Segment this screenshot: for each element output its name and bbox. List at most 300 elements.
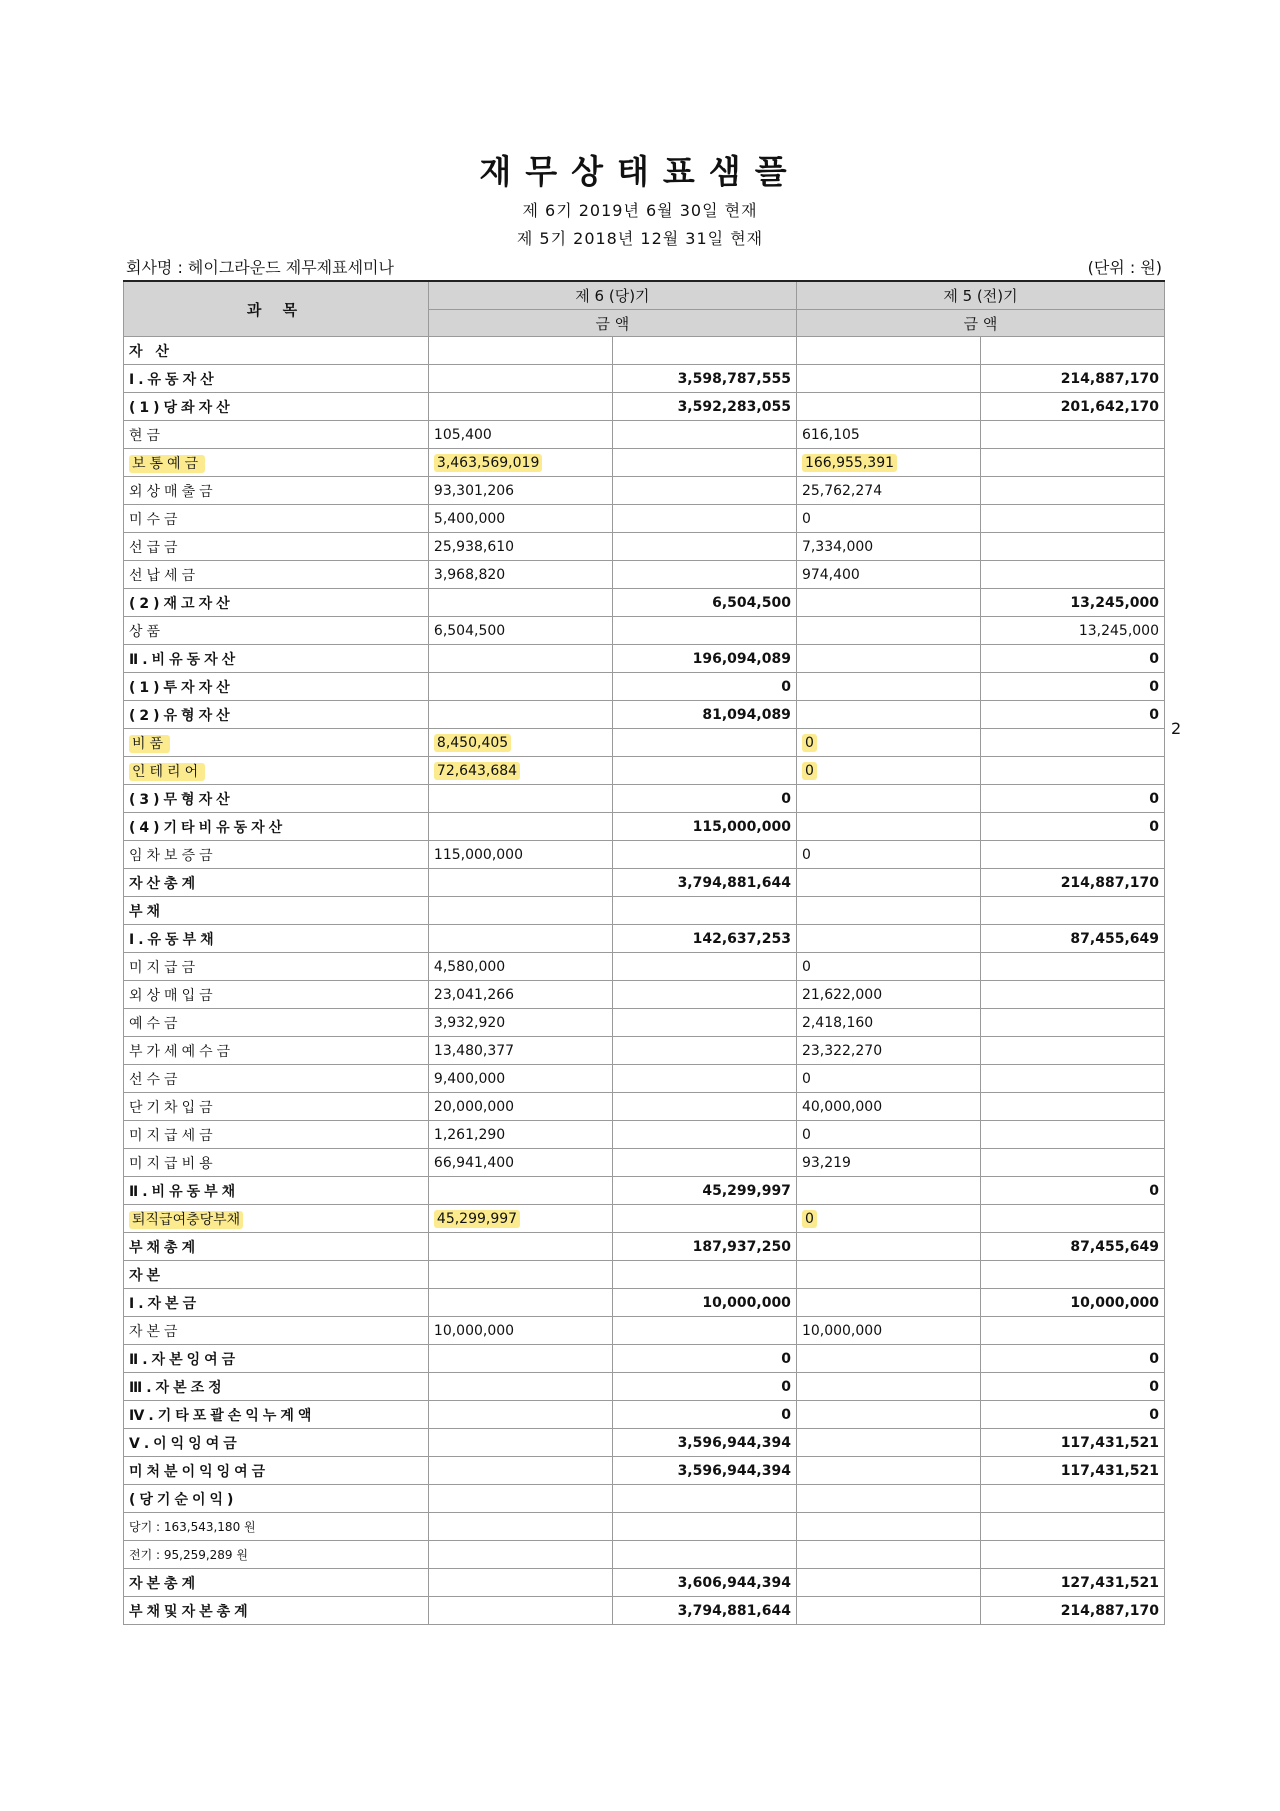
prior-detail-amount xyxy=(796,1457,980,1485)
current-detail-amount xyxy=(428,925,612,953)
account-label: 전기 : 95,259,289 원 xyxy=(124,1541,429,1569)
table-row xyxy=(124,589,1165,617)
prior-detail-amount xyxy=(796,1261,980,1289)
prior-detail-amount: 7,334,000 xyxy=(796,533,980,561)
account-label: 미지급비용 xyxy=(124,1149,429,1177)
prior-total-amount: 117,431,521 xyxy=(980,1429,1164,1457)
page-marker: 2 xyxy=(1171,719,1182,738)
prior-total-amount xyxy=(980,337,1164,365)
prior-detail-amount xyxy=(796,449,980,477)
prior-detail-amount: 0 xyxy=(796,953,980,981)
prior-detail-amount: 23,322,270 xyxy=(796,1037,980,1065)
prior-total-amount: 127,431,521 xyxy=(980,1569,1164,1597)
current-detail-amount xyxy=(428,1177,612,1205)
account-label: 부채총계 xyxy=(124,1233,429,1261)
current-total-amount xyxy=(612,1541,796,1569)
highlighted-value: 166,955,391 xyxy=(802,454,897,472)
current-total-amount: 3,592,283,055 xyxy=(612,393,796,421)
prior-total-amount: 87,455,649 xyxy=(980,925,1164,953)
current-total-amount: 3,794,881,644 xyxy=(612,869,796,897)
current-detail-amount xyxy=(428,1345,612,1373)
document-title: 재무상태표샘플 xyxy=(479,152,801,191)
table-row xyxy=(124,393,1165,421)
current-detail-amount xyxy=(428,1569,612,1597)
current-total-amount xyxy=(612,1093,796,1121)
prior-total-amount xyxy=(980,1037,1164,1065)
current-total-amount xyxy=(612,981,796,1009)
account-label: 임차보증금 xyxy=(124,841,429,869)
table-row xyxy=(124,729,1165,757)
current-total-amount: 3,794,881,644 xyxy=(612,1597,796,1625)
prior-detail-amount xyxy=(796,701,980,729)
current-total-amount xyxy=(612,729,796,757)
account-label: 미처분이익잉여금 xyxy=(124,1457,429,1485)
current-detail-amount: 3,932,920 xyxy=(428,1009,612,1037)
prior-detail-amount xyxy=(796,1373,980,1401)
prior-detail-amount xyxy=(796,1597,980,1625)
prior-detail-amount xyxy=(796,785,980,813)
table-row xyxy=(124,421,1165,449)
prior-total-amount: 0 xyxy=(980,1345,1164,1373)
current-detail-amount xyxy=(428,449,612,477)
current-total-amount: 3,596,944,394 xyxy=(612,1457,796,1485)
prior-detail-amount: 2,418,160 xyxy=(796,1009,980,1037)
highlighted-value: 45,299,997 xyxy=(434,1210,520,1228)
header-prior-period: 제 5 (전)기 xyxy=(796,281,1164,310)
current-total-amount: 10,000,000 xyxy=(612,1289,796,1317)
table-row xyxy=(124,1093,1165,1121)
account-label: Ⅰ.유동부채 xyxy=(124,925,429,953)
table-row xyxy=(124,449,1165,477)
prior-detail-amount xyxy=(796,617,980,645)
prior-total-amount xyxy=(980,1317,1164,1345)
current-total-amount: 3,596,944,394 xyxy=(612,1429,796,1457)
current-total-amount xyxy=(612,841,796,869)
prior-total-amount: 0 xyxy=(980,785,1164,813)
current-detail-amount xyxy=(428,729,612,757)
account-label: 부채 xyxy=(124,897,429,925)
current-total-amount xyxy=(612,897,796,925)
current-total-amount xyxy=(612,953,796,981)
current-detail-amount xyxy=(428,1233,612,1261)
current-detail-amount: 5,400,000 xyxy=(428,505,612,533)
highlighted-value: 퇴직급여충당부채 xyxy=(129,1211,243,1229)
highlighted-value: 8,450,405 xyxy=(434,734,511,752)
prior-detail-amount xyxy=(796,925,980,953)
prior-total-amount: 87,455,649 xyxy=(980,1233,1164,1261)
current-detail-amount: 10,000,000 xyxy=(428,1317,612,1345)
table-row xyxy=(124,925,1165,953)
current-detail-amount: 3,968,820 xyxy=(428,561,612,589)
prior-total-amount: 117,431,521 xyxy=(980,1457,1164,1485)
account-label xyxy=(124,449,429,477)
prior-detail-amount xyxy=(796,729,980,757)
current-total-amount: 196,094,089 xyxy=(612,645,796,673)
account-label: Ⅱ.비유동자산 xyxy=(124,645,429,673)
prior-total-amount: 214,887,170 xyxy=(980,365,1164,393)
account-label: 외상매출금 xyxy=(124,477,429,505)
account-label: (2)재고자산 xyxy=(124,589,429,617)
account-label: 미수금 xyxy=(124,505,429,533)
current-total-amount xyxy=(612,477,796,505)
table-row xyxy=(124,1065,1165,1093)
current-total-amount xyxy=(612,1009,796,1037)
account-label: Ⅲ.자본조정 xyxy=(124,1373,429,1401)
table-row xyxy=(124,1569,1165,1597)
table-row xyxy=(124,897,1165,925)
company-name: 회사명 : 헤이그라운드 제무제표세미나 xyxy=(126,258,394,277)
prior-total-amount xyxy=(980,729,1164,757)
table-row xyxy=(124,617,1165,645)
prior-total-amount: 0 xyxy=(980,1401,1164,1429)
current-total-amount: 187,937,250 xyxy=(612,1233,796,1261)
current-total-amount xyxy=(612,617,796,645)
prior-detail-amount: 0 xyxy=(796,505,980,533)
prior-total-amount: 0 xyxy=(980,645,1164,673)
table-row xyxy=(124,1205,1165,1233)
account-label: Ⅴ.이익잉여금 xyxy=(124,1429,429,1457)
prior-total-amount: 0 xyxy=(980,673,1164,701)
current-total-amount: 0 xyxy=(612,785,796,813)
prior-detail-amount xyxy=(796,869,980,897)
account-label xyxy=(124,1205,429,1233)
table-row xyxy=(124,813,1165,841)
table-row xyxy=(124,505,1165,533)
prior-detail-amount: 93,219 xyxy=(796,1149,980,1177)
prior-detail-amount xyxy=(796,897,980,925)
current-total-amount xyxy=(612,505,796,533)
highlighted-value: 0 xyxy=(802,1210,817,1228)
prior-detail-amount xyxy=(796,1177,980,1205)
table-row xyxy=(124,1317,1165,1345)
period-current: 제 6기 2019년 6월 30일 현재 xyxy=(522,201,758,220)
account-label: (2)유형자산 xyxy=(124,701,429,729)
prior-detail-amount xyxy=(796,1289,980,1317)
current-detail-amount: 93,301,206 xyxy=(428,477,612,505)
prior-detail-amount: 40,000,000 xyxy=(796,1093,980,1121)
current-total-amount xyxy=(612,1065,796,1093)
account-label: 부가세예수금 xyxy=(124,1037,429,1065)
current-detail-amount xyxy=(428,701,612,729)
header-prior-amount: 금 액 xyxy=(796,310,1164,337)
account-label: 상품 xyxy=(124,617,429,645)
current-detail-amount xyxy=(428,1401,612,1429)
account-label: 미지급금 xyxy=(124,953,429,981)
prior-total-amount xyxy=(980,1009,1164,1037)
current-detail-amount: 9,400,000 xyxy=(428,1065,612,1093)
table-row xyxy=(124,981,1165,1009)
header-current-amount: 금 액 xyxy=(428,310,796,337)
prior-detail-amount xyxy=(796,813,980,841)
prior-total-amount xyxy=(980,505,1164,533)
account-label: 선납세금 xyxy=(124,561,429,589)
table-row xyxy=(124,1513,1165,1541)
header-current-period: 제 6 (당)기 xyxy=(428,281,796,310)
current-detail-amount xyxy=(428,337,612,365)
current-total-amount xyxy=(612,1261,796,1289)
prior-detail-amount xyxy=(796,645,980,673)
current-detail-amount xyxy=(428,1513,612,1541)
prior-total-amount xyxy=(980,533,1164,561)
account-label: Ⅳ.기타포괄손익누계액 xyxy=(124,1401,429,1429)
current-total-amount xyxy=(612,1121,796,1149)
account-label: Ⅱ.비유동부채 xyxy=(124,1177,429,1205)
prior-total-amount: 214,887,170 xyxy=(980,1597,1164,1625)
prior-detail-amount xyxy=(796,393,980,421)
account-label: 미지급세금 xyxy=(124,1121,429,1149)
table-row xyxy=(124,1009,1165,1037)
prior-total-amount xyxy=(980,561,1164,589)
table-row xyxy=(124,1121,1165,1149)
prior-total-amount xyxy=(980,841,1164,869)
account-label: (1)투자자산 xyxy=(124,673,429,701)
prior-total-amount xyxy=(980,757,1164,785)
account-label xyxy=(124,757,429,785)
prior-total-amount xyxy=(980,1093,1164,1121)
highlighted-value: 비품 xyxy=(129,735,170,753)
prior-detail-amount xyxy=(796,1485,980,1513)
prior-total-amount: 0 xyxy=(980,701,1164,729)
prior-total-amount xyxy=(980,1121,1164,1149)
table-row xyxy=(124,1261,1165,1289)
table-row xyxy=(124,561,1165,589)
current-detail-amount xyxy=(428,1485,612,1513)
prior-detail-amount xyxy=(796,337,980,365)
current-total-amount: 3,606,944,394 xyxy=(612,1569,796,1597)
account-label: (4)기타비유동자산 xyxy=(124,813,429,841)
prior-detail-amount: 10,000,000 xyxy=(796,1317,980,1345)
prior-detail-amount xyxy=(796,1401,980,1429)
table-row xyxy=(124,1597,1165,1625)
prior-detail-amount xyxy=(796,1429,980,1457)
highlighted-value: 0 xyxy=(802,762,817,780)
current-detail-amount xyxy=(428,673,612,701)
table-row xyxy=(124,1401,1165,1429)
current-detail-amount: 23,041,266 xyxy=(428,981,612,1009)
account-label: Ⅱ.자본잉여금 xyxy=(124,1345,429,1373)
table-row xyxy=(124,645,1165,673)
current-total-amount: 0 xyxy=(612,1373,796,1401)
account-label: (1)당좌자산 xyxy=(124,393,429,421)
account-label: 자산총계 xyxy=(124,869,429,897)
prior-detail-amount xyxy=(796,1569,980,1597)
prior-detail-amount: 0 xyxy=(796,841,980,869)
table-row xyxy=(124,953,1165,981)
table-row xyxy=(124,1177,1165,1205)
current-detail-amount: 1,261,290 xyxy=(428,1121,612,1149)
prior-detail-amount xyxy=(796,1513,980,1541)
prior-detail-amount: 0 xyxy=(796,1121,980,1149)
highlighted-value: 3,463,569,019 xyxy=(434,454,542,472)
account-label: 선급금 xyxy=(124,533,429,561)
prior-total-amount xyxy=(980,477,1164,505)
unit-label: (단위 : 원) xyxy=(1087,258,1162,277)
prior-total-amount: 10,000,000 xyxy=(980,1289,1164,1317)
current-total-amount xyxy=(612,533,796,561)
current-detail-amount xyxy=(428,1457,612,1485)
current-detail-amount xyxy=(428,1261,612,1289)
current-total-amount xyxy=(612,1485,796,1513)
current-total-amount: 142,637,253 xyxy=(612,925,796,953)
highlighted-value: 인테리어 xyxy=(129,763,205,781)
current-detail-amount xyxy=(428,869,612,897)
current-detail-amount xyxy=(428,785,612,813)
prior-total-amount: 13,245,000 xyxy=(980,617,1164,645)
prior-total-amount xyxy=(980,953,1164,981)
prior-total-amount xyxy=(980,981,1164,1009)
current-total-amount: 0 xyxy=(612,1401,796,1429)
account-label: (3)무형자산 xyxy=(124,785,429,813)
highlighted-value: 72,643,684 xyxy=(434,762,520,780)
current-detail-amount xyxy=(428,1597,612,1625)
current-total-amount xyxy=(612,449,796,477)
prior-total-amount: 13,245,000 xyxy=(980,589,1164,617)
current-detail-amount: 4,580,000 xyxy=(428,953,612,981)
header-subject: 과 목 xyxy=(124,281,429,337)
prior-detail-amount: 616,105 xyxy=(796,421,980,449)
current-total-amount: 115,000,000 xyxy=(612,813,796,841)
current-total-amount xyxy=(612,337,796,365)
current-detail-amount: 25,938,610 xyxy=(428,533,612,561)
prior-detail-amount: 21,622,000 xyxy=(796,981,980,1009)
current-detail-amount xyxy=(428,1205,612,1233)
current-detail-amount xyxy=(428,589,612,617)
table-row xyxy=(124,1345,1165,1373)
table-row xyxy=(124,841,1165,869)
current-total-amount xyxy=(612,757,796,785)
table-row xyxy=(124,757,1165,785)
table-row xyxy=(124,785,1165,813)
table-row xyxy=(124,1373,1165,1401)
account-label: 자본총계 xyxy=(124,1569,429,1597)
account-label: 예수금 xyxy=(124,1009,429,1037)
account-label: 부채및자본총계 xyxy=(124,1597,429,1625)
prior-detail-amount: 0 xyxy=(796,1065,980,1093)
table-row xyxy=(124,1233,1165,1261)
prior-total-amount xyxy=(980,1149,1164,1177)
current-total-amount xyxy=(612,1317,796,1345)
current-total-amount xyxy=(612,1149,796,1177)
prior-total-amount xyxy=(980,1513,1164,1541)
prior-total-amount xyxy=(980,1205,1164,1233)
table-row xyxy=(124,673,1165,701)
account-label xyxy=(124,729,429,757)
balance-sheet-body xyxy=(124,337,1165,1625)
current-total-amount: 81,094,089 xyxy=(612,701,796,729)
account-label: (당기순이익) xyxy=(124,1485,429,1513)
current-total-amount xyxy=(612,1513,796,1541)
account-label: 외상매입금 xyxy=(124,981,429,1009)
prior-total-amount: 0 xyxy=(980,813,1164,841)
prior-detail-amount xyxy=(796,365,980,393)
table-row xyxy=(124,701,1165,729)
table-row xyxy=(124,1149,1165,1177)
prior-detail-amount xyxy=(796,1541,980,1569)
table-row xyxy=(124,1541,1165,1569)
table-row xyxy=(124,337,1165,365)
current-detail-amount xyxy=(428,1373,612,1401)
period-prior: 제 5기 2018년 12월 31일 현재 xyxy=(516,229,764,248)
table-row xyxy=(124,1289,1165,1317)
account-label: Ⅰ.자본금 xyxy=(124,1289,429,1317)
prior-total-amount: 214,887,170 xyxy=(980,869,1164,897)
current-detail-amount xyxy=(428,393,612,421)
current-total-amount: 0 xyxy=(612,673,796,701)
current-total-amount xyxy=(612,561,796,589)
table-row xyxy=(124,869,1165,897)
prior-detail-amount: 974,400 xyxy=(796,561,980,589)
current-detail-amount xyxy=(428,365,612,393)
current-detail-amount: 66,941,400 xyxy=(428,1149,612,1177)
current-total-amount: 45,299,997 xyxy=(612,1177,796,1205)
prior-total-amount xyxy=(980,1065,1164,1093)
current-detail-amount xyxy=(428,1541,612,1569)
current-total-amount xyxy=(612,1205,796,1233)
current-detail-amount xyxy=(428,897,612,925)
account-label: 자본 xyxy=(124,1261,429,1289)
account-label: 당기 : 163,543,180 원 xyxy=(124,1513,429,1541)
table-row xyxy=(124,533,1165,561)
prior-total-amount xyxy=(980,449,1164,477)
current-detail-amount: 105,400 xyxy=(428,421,612,449)
prior-total-amount xyxy=(980,421,1164,449)
prior-detail-amount xyxy=(796,673,980,701)
current-detail-amount: 13,480,377 xyxy=(428,1037,612,1065)
account-label: 단기차입금 xyxy=(124,1093,429,1121)
current-detail-amount xyxy=(428,757,612,785)
prior-total-amount xyxy=(980,1485,1164,1513)
account-label: 자 산 xyxy=(124,337,429,365)
prior-detail-amount xyxy=(796,1345,980,1373)
current-total-amount: 6,504,500 xyxy=(612,589,796,617)
current-total-amount: 0 xyxy=(612,1345,796,1373)
current-detail-amount: 20,000,000 xyxy=(428,1093,612,1121)
current-detail-amount: 6,504,500 xyxy=(428,617,612,645)
table-row xyxy=(124,1457,1165,1485)
balance-sheet-table xyxy=(123,280,1165,1625)
highlighted-value: 보통예금 xyxy=(129,455,205,473)
current-detail-amount: 115,000,000 xyxy=(428,841,612,869)
prior-total-amount: 0 xyxy=(980,1177,1164,1205)
prior-detail-amount: 25,762,274 xyxy=(796,477,980,505)
account-label: 선수금 xyxy=(124,1065,429,1093)
prior-detail-amount xyxy=(796,757,980,785)
table-row xyxy=(124,1037,1165,1065)
current-total-amount xyxy=(612,421,796,449)
prior-total-amount: 201,642,170 xyxy=(980,393,1164,421)
account-label: 현금 xyxy=(124,421,429,449)
current-detail-amount xyxy=(428,645,612,673)
prior-total-amount: 0 xyxy=(980,1373,1164,1401)
highlighted-value: 0 xyxy=(802,734,817,752)
table-row xyxy=(124,1485,1165,1513)
table-row xyxy=(124,365,1165,393)
table-row xyxy=(124,1429,1165,1457)
current-detail-amount xyxy=(428,1289,612,1317)
current-total-amount xyxy=(612,1037,796,1065)
prior-detail-amount xyxy=(796,589,980,617)
account-label: 자본금 xyxy=(124,1317,429,1345)
prior-total-amount xyxy=(980,1541,1164,1569)
account-label: Ⅰ.유동자산 xyxy=(124,365,429,393)
current-total-amount: 3,598,787,555 xyxy=(612,365,796,393)
prior-detail-amount xyxy=(796,1233,980,1261)
current-detail-amount xyxy=(428,1429,612,1457)
prior-total-amount xyxy=(980,1261,1164,1289)
prior-detail-amount xyxy=(796,1205,980,1233)
prior-total-amount xyxy=(980,897,1164,925)
current-detail-amount xyxy=(428,813,612,841)
